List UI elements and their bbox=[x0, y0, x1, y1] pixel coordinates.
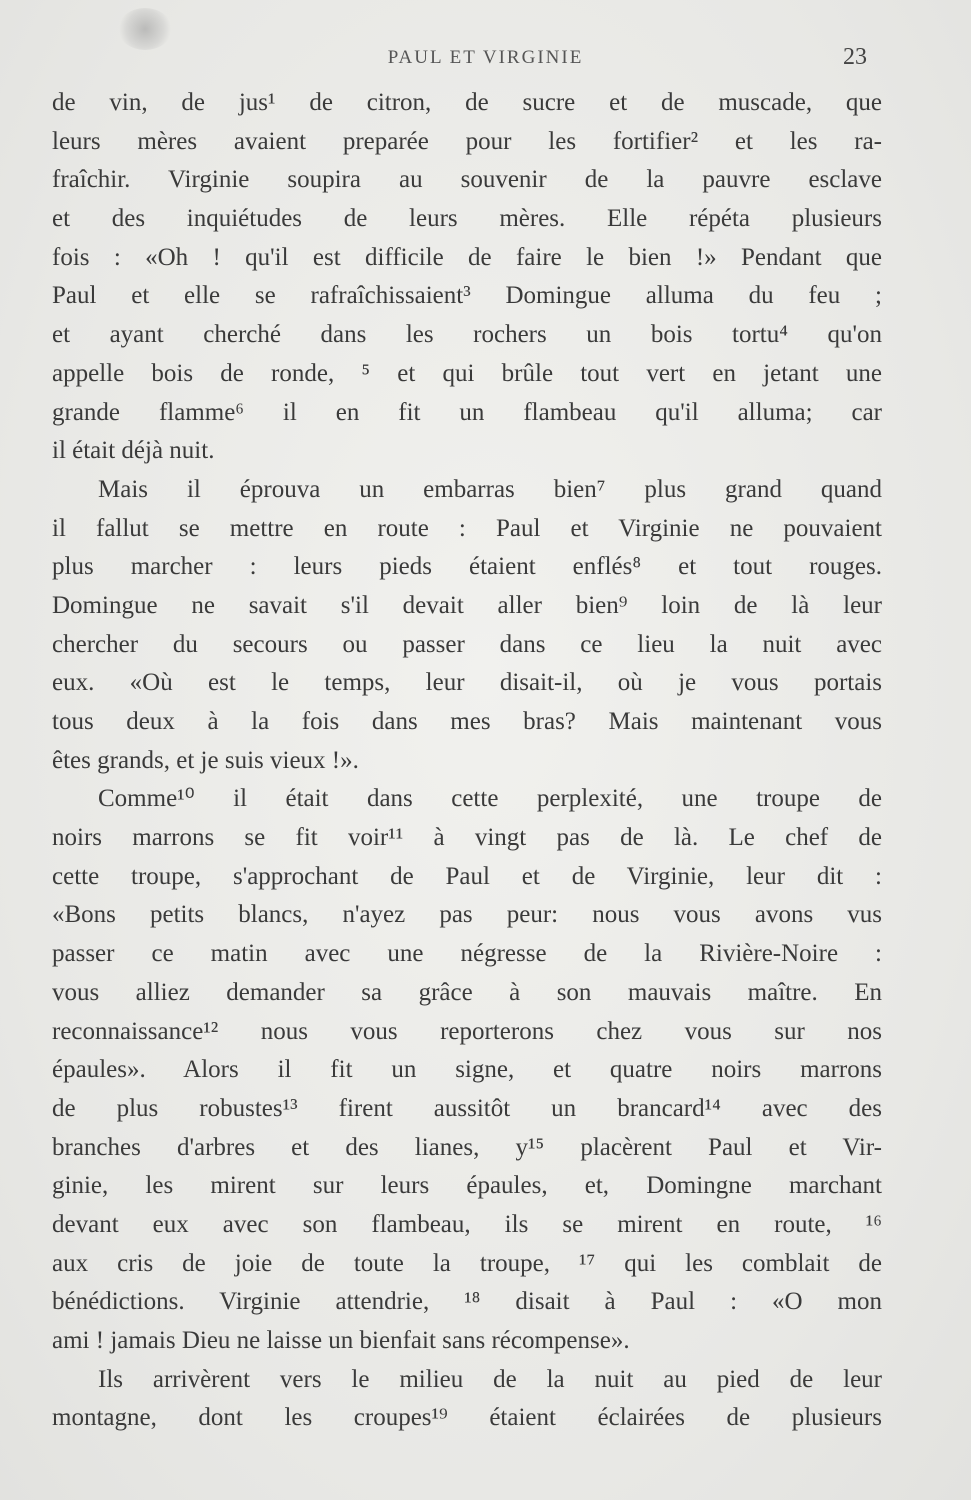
text-line: bénédictions. Virginie attendrie, ¹⁸ disait à Paul : «O mon bbox=[52, 1288, 882, 1316]
text-line: et ayant cherché dans les rochers un bois tortu⁴ qu'on bbox=[52, 321, 882, 349]
text-line: montagne, dont les croupes¹⁹ étaient éclairées de plusieurs bbox=[52, 1404, 882, 1432]
text-line: passer ce matin avec une négresse de la Rivière-Noire : bbox=[52, 940, 882, 968]
text-line: tous deux à la fois dans mes bras? Mais maintenant vous bbox=[52, 708, 882, 735]
text-line: vous alliez demander sa grâce à son mauvais maître. En bbox=[52, 978, 882, 1006]
page-header bbox=[0, 44, 971, 74]
text-line: il fallut se mettre en route : Paul et Virginie ne pouvaient bbox=[52, 514, 882, 542]
text-line: et des inquiétudes de leurs mères. Elle répéta plusieurs bbox=[52, 205, 882, 233]
paragraph-start-line: Ils arrivèrent vers le milieu de la nuit au pied de leur bbox=[98, 1365, 882, 1393]
text-line: grande flamme⁶ il en fit un flambeau qu'il alluma; car bbox=[52, 398, 882, 426]
text-line: eux. «Où est le temps, leur disait-il, où je vous portais bbox=[52, 669, 882, 697]
text-line: noirs marrons se fit voir¹¹ à vingt pas de là. Le chef de bbox=[52, 824, 882, 852]
text-line: Paul et elle se rafraîchissaient³ Domingue alluma du feu ; bbox=[52, 282, 882, 310]
text-line: il était déjà nuit. bbox=[52, 437, 215, 465]
text-line: «Bons petits blancs, n'ayez pas peur: nous vous avons vus bbox=[52, 901, 882, 929]
text-line: cette troupe, s'approchant de Paul et de Virginie, leur dit : bbox=[52, 862, 882, 890]
text-line: fraîchir. Virginie soupira au souvenir de la pauvre esclave bbox=[52, 166, 882, 194]
text-line: leurs mères avaient preparée pour les fortifier² et les ra- bbox=[52, 127, 882, 155]
text-line: ginie, les mirent sur leurs épaules, et, Domingne marchant bbox=[52, 1172, 882, 1200]
paragraph-start-line: Comme¹⁰ il était dans cette perplexité, une troupe de bbox=[98, 785, 882, 813]
text-line: épaules». Alors il fit un signe, et quatre noirs marrons bbox=[52, 1056, 882, 1084]
text-line: plus marcher : leurs pieds étaient enflés⁸ et tout rouges. bbox=[52, 553, 882, 581]
text-line: branches d'arbres et des lianes, y¹⁵ placèrent Paul et Vir- bbox=[52, 1133, 882, 1161]
text-line: ami ! jamais Dieu ne laisse un bienfait sans récompense». bbox=[52, 1327, 630, 1354]
text-line: êtes grands, et je suis vieux !». bbox=[52, 746, 359, 774]
page-number: 23 bbox=[843, 44, 867, 70]
paragraph-start-line: Mais il éprouva un embarras bien⁷ plus grand quand bbox=[98, 475, 882, 503]
text-line: de vin, de jus¹ de citron, de sucre et de muscade, que bbox=[52, 89, 882, 116]
text-line: Domingue ne savait s'il devait aller bien⁹ loin de là leur bbox=[52, 591, 882, 619]
text-line: devant eux avec son flambeau, ils se mirent en route, ¹⁶ bbox=[52, 1210, 882, 1238]
text-line: aux cris de joie de toute la troupe, ¹⁷ qui les comblait de bbox=[52, 1249, 882, 1277]
text-line: fois : «Oh ! qu'il est difficile de faire le bien !» Pendant que bbox=[52, 243, 882, 271]
running-title: PAUL ET VIRGINIE bbox=[387, 47, 584, 68]
text-line: appelle bois de ronde, ⁵ et qui brûle tout vert en jetant une bbox=[52, 359, 882, 387]
text-line: de plus robustes¹³ firent aussitôt un brancard¹⁴ avec des bbox=[52, 1094, 882, 1122]
text-line: chercher du secours ou passer dans ce lieu la nuit avec bbox=[52, 630, 882, 658]
page-body bbox=[52, 84, 882, 1438]
text-line: reconnaissance¹² nous vous reporterons chez vous sur nos bbox=[52, 1017, 882, 1045]
